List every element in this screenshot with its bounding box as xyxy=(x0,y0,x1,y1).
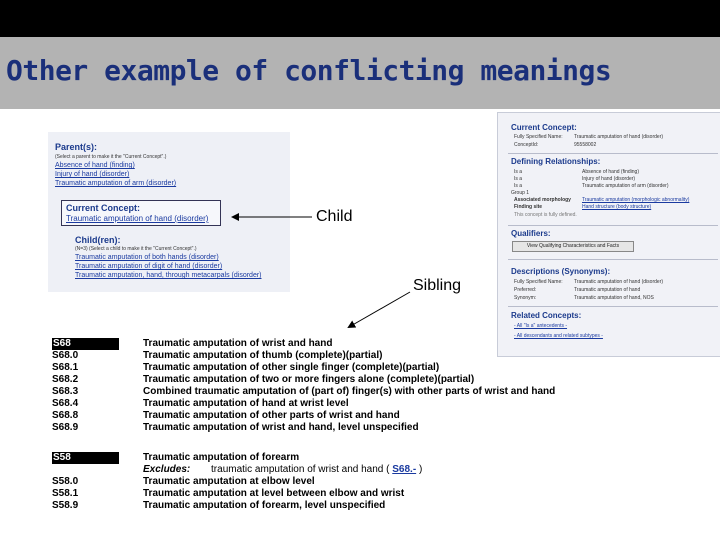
description-label: Synonym: xyxy=(514,295,537,301)
icd-desc: Traumatic amputation of other single finger (complete)(partial) xyxy=(143,362,440,373)
icd-desc: Traumatic amputation of thumb (complete)(partial) xyxy=(143,350,383,361)
isa-value: Traumatic amputation of arm (disorder) xyxy=(582,183,669,189)
related-concepts-heading: Related Concepts: xyxy=(511,311,582,320)
icd-code: S68.8 xyxy=(52,410,79,421)
slide-title: Other example of conflicting meanings xyxy=(6,54,612,87)
icd-desc: Traumatic amputation of two or more fingers alone (complete)(partial) xyxy=(143,374,475,385)
excludes-label: Excludes: xyxy=(143,464,191,475)
icd-desc: Traumatic amputation of forearm, level unspecified xyxy=(143,500,386,511)
child-label: Child xyxy=(316,208,353,225)
icd-code: S58.9 xyxy=(52,500,79,511)
icd-code: S68.1 xyxy=(52,362,79,373)
related-link[interactable]: - All "Is a" antecedents - xyxy=(514,323,568,329)
children-note: (N=3) (Select a child to make it the "Current Concept".) xyxy=(75,246,197,252)
view-qualifiers-button[interactable]: View Qualifying Characteristics and Facts xyxy=(512,241,634,252)
parents-note: (Select a parent to make it the "Current Concept".) xyxy=(55,154,167,160)
icd-code: S68.4 xyxy=(52,398,79,409)
description-value: Traumatic amputation of hand (disorder) xyxy=(574,279,664,285)
parents-heading: Parent(s): xyxy=(55,142,98,152)
icd-code: S68.0 xyxy=(52,350,79,361)
description-value: Traumatic amputation of hand, NOS xyxy=(574,295,654,301)
related-link[interactable]: - All descendants and related subtypes - xyxy=(514,333,603,339)
fsn-value: Traumatic amputation of hand (disorder) xyxy=(574,134,664,140)
icd-desc: Traumatic amputation at level between elbow and wrist xyxy=(143,488,405,499)
icd-code-header: S68 xyxy=(52,338,119,350)
isa-value: Injury of hand (disorder) xyxy=(582,176,636,182)
sibling-label: Sibling xyxy=(413,277,462,294)
icd-desc-header: Traumatic amputation of wrist and hand xyxy=(143,338,333,349)
icd-desc: Traumatic amputation of hand at wrist level xyxy=(143,398,349,409)
isa-label: Is a xyxy=(514,176,523,182)
icd-desc: Traumatic amputation of wrist and hand, level unspecified xyxy=(143,422,419,433)
concept-id-value: 95558002 xyxy=(574,142,597,148)
icd-code: S58.1 xyxy=(52,488,79,499)
qualifiers-heading: Qualifiers: xyxy=(511,229,551,238)
concept-id-label: ConceptId: xyxy=(514,142,539,148)
finding-site-link[interactable]: Hand structure (body structure) xyxy=(582,204,652,210)
descriptions-heading: Descriptions (Synonyms): xyxy=(511,267,611,276)
children-heading: Child(ren): xyxy=(75,235,121,245)
icd-desc: Traumatic amputation of other parts of wrist and hand xyxy=(143,410,400,421)
parent-link[interactable]: Traumatic amputation of arm (disorder) xyxy=(55,180,177,187)
sibling-arrow xyxy=(349,292,410,327)
description-label: Preferred: xyxy=(514,287,537,293)
parent-link[interactable]: Injury of hand (disorder) xyxy=(55,171,130,178)
isa-label: Is a xyxy=(514,183,523,189)
icd-code: S68.3 xyxy=(52,386,79,397)
description-value: Traumatic amputation of hand xyxy=(574,287,641,293)
defining-relationships-heading: Defining Relationships: xyxy=(511,157,601,166)
excludes-line xyxy=(143,464,422,475)
finding-site-label: Finding site xyxy=(514,204,543,210)
icd-code: S58.0 xyxy=(52,476,79,487)
morphology-label: Associated morphology xyxy=(514,197,571,203)
group-label: Group 1 xyxy=(511,190,530,196)
icd-code: S68.2 xyxy=(52,374,79,385)
isa-value: Absence of hand (finding) xyxy=(582,169,639,175)
icd-desc: Traumatic amputation at elbow level xyxy=(143,476,315,487)
current-concept-heading: Current Concept: xyxy=(66,203,140,213)
icd-code: S68.9 xyxy=(52,422,79,433)
current-concept-heading: Current Concept: xyxy=(511,123,577,132)
morphology-link[interactable]: Traumatic amputation (morphologic abnormality) xyxy=(582,197,690,203)
isa-label: Is a xyxy=(514,169,523,175)
excludes-close: ) xyxy=(418,464,423,475)
current-concept-link[interactable]: Traumatic amputation of hand (disorder) xyxy=(66,214,209,223)
icd-desc: Combined traumatic amputation of (part of) finger(s) with other parts of wrist and hand xyxy=(143,386,556,397)
icd-code-header: S58 xyxy=(52,452,119,464)
excludes-link[interactable]: S68.- xyxy=(392,464,417,475)
icd-desc-header: Traumatic amputation of forearm xyxy=(143,452,300,463)
fully-defined-note: This concept is fully defined. xyxy=(514,212,577,218)
description-label: Fully Specified Name: xyxy=(514,279,563,285)
child-link[interactable]: Traumatic amputation of both hands (disorder) xyxy=(75,254,219,261)
child-link[interactable]: Traumatic amputation of digit of hand (disorder) xyxy=(75,263,223,270)
fsn-label: Fully Specified Name: xyxy=(514,134,563,140)
parent-link[interactable]: Absence of hand (finding) xyxy=(55,162,135,169)
excludes-text: traumatic amputation of wrist and hand ( xyxy=(211,464,390,475)
child-link[interactable]: Traumatic amputation, hand, through metacarpals (disorder) xyxy=(75,272,262,279)
